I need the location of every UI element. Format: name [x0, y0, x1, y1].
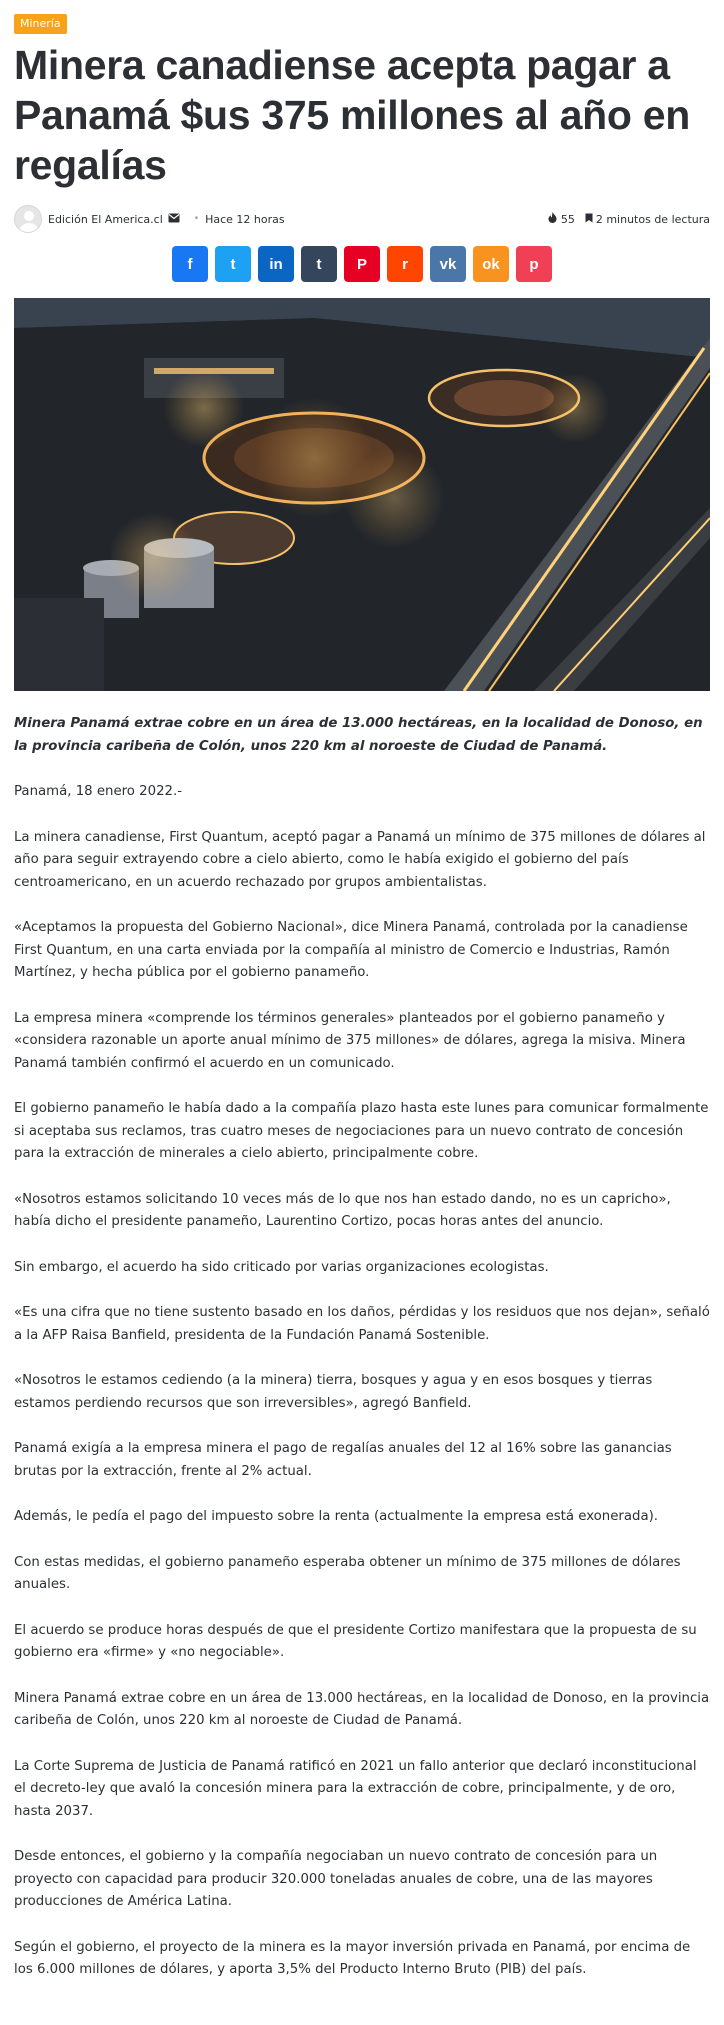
- article-paragraph: El gobierno panameño le había dado a la compañía plazo hasta este lunes para comunicar formalmente si aceptaba sus reclamos, tras cuatro meses de negociaciones para un nuevo contrato de concesión para la extracción de minerales a cielo abierto, principalmente cobre.: [14, 1101, 709, 1161]
- post-stats: [548, 212, 710, 226]
- article-paragraph: El acuerdo se produce horas después de que el presidente Cortizo manifestara que la propuesta de su gobierno era «firme» y «no negociable».: [14, 1622, 697, 1660]
- twitter-icon: t: [230, 255, 236, 273]
- author-link[interactable]: Edición El America.cl: [48, 212, 163, 226]
- article-body: [14, 713, 710, 1982]
- share-twitter-button[interactable]: [215, 246, 251, 282]
- share-tumblr-button[interactable]: [301, 246, 337, 282]
- share-buttons: [14, 246, 710, 282]
- post-meta: [14, 204, 710, 234]
- share-reddit-button[interactable]: [387, 246, 423, 282]
- view-count: 55: [560, 212, 575, 226]
- article-paragraph: «Nosotros estamos solicitando 10 veces más de lo que nos han estado dando, no es un capricho», había dicho el presidente panameño, Laurentino Cortizo, pocas horas antes del anuncio.: [14, 1191, 671, 1229]
- linkedin-icon: in: [269, 255, 283, 273]
- share-pocket-button[interactable]: [516, 246, 552, 282]
- article-paragraph: Según el gobierno, el proyecto de la minera es la mayor inversión privada en Panamá, por encima de los 6.000 millones de dólares, y aporta 3,5% del Producto Interno Bruto (PIB) del país.: [14, 1939, 691, 1977]
- author-meta: [14, 205, 285, 233]
- author-avatar[interactable]: [14, 205, 42, 233]
- flame-icon: [548, 212, 557, 226]
- share-vk-button[interactable]: [430, 246, 466, 282]
- article-paragraph: Panamá exigía a la empresa minera el pago de regalías anuales del 12 al 16% sobre las ganancias brutas por la extracción, frente al 2% actual.: [14, 1441, 672, 1479]
- article-paragraph: Minera Panamá extrae cobre en un área de 13.000 hectáreas, en la localidad de Donoso, en la provincia caribeña de Colón, unos 220 km al noroeste de Ciudad de Panamá.: [14, 1690, 710, 1728]
- featured-image: [14, 298, 710, 691]
- reddit-icon: r: [402, 255, 408, 273]
- article-paragraph: «Es una cifra que no tiene sustento basado en los daños, pérdidas y los residuos que nos dejan», señaló a la AFP Raisa Banfield, presidenta de la Fundación Panamá Sostenible.: [14, 1305, 710, 1343]
- category-badge[interactable]: Minería: [14, 14, 67, 34]
- share-linkedin-button[interactable]: [258, 246, 294, 282]
- article-paragraph: «Aceptamos la propuesta del Gobierno Nacional», dice Minera Panamá, controlada por la canadiense First Quantum, en una carta enviada por la compañía al ministro de Comercio e Industrias, Ramón Martínez, y hecha pública por el gobierno panameño.: [14, 920, 688, 980]
- pocket-icon: p: [529, 255, 539, 273]
- image-caption: Minera Panamá extrae cobre en un área de 13.000 hectáreas, en la localidad de Donoso, en la provincia caribeña de Colón, unos 220 km al noroeste de Ciudad de Panamá.: [14, 716, 703, 754]
- facebook-icon: f: [187, 255, 193, 273]
- article-paragraph: Panamá, 18 enero 2022.-: [14, 784, 183, 799]
- article-paragraph: Sin embargo, el acuerdo ha sido criticado por varias organizaciones ecologistas.: [14, 1259, 549, 1275]
- pinterest-icon: P: [356, 255, 367, 273]
- article-paragraph: La minera canadiense, First Quantum, aceptó pagar a Panamá un mínimo de 375 millones de dólares al año para seguir extrayendo cobre a cielo abierto, como le había exigido el gobierno del país centroamericano, en un acuerdo rechazado por grupos ambientalistas.: [14, 829, 706, 890]
- article-paragraph: «Nosotros le estamos cediendo (a la minera) tierra, bosques y agua y en esos bosques y tierras estamos perdiendo recursos que son irreversibles», agregó Banfield.: [14, 1373, 653, 1411]
- post-date: Hace 12 horas: [205, 212, 285, 226]
- article-paragraph: La empresa minera «comprende los términos generales» planteados por el gobierno panameño y «considera razonable un aporte anual mínimo de 375 millones» de dólares, agrega la misiva. Minera Panamá también confirmó el acuerdo en un comunicado.: [14, 1010, 686, 1071]
- share-pinterest-button[interactable]: [344, 246, 380, 282]
- vk-icon: vk: [439, 255, 457, 273]
- post-title: Minera canadiense acepta pagar a Panamá $us 375 millones al año en regalías: [14, 42, 691, 188]
- odnoklassniki-icon: ok: [482, 255, 500, 273]
- article-paragraph: Con estas medidas, el gobierno panameño esperaba obtener un mínimo de 375 millones de dólares anuales.: [14, 1554, 681, 1592]
- share-odnoklassniki-button[interactable]: [473, 246, 509, 282]
- article-paragraph: Además, le pedía el pago del impuesto sobre la renta (actualmente la empresa está exonerada).: [14, 1509, 659, 1524]
- email-icon[interactable]: [168, 213, 180, 226]
- share-facebook-button[interactable]: [172, 246, 208, 282]
- article-paragraph: Desde entonces, el gobierno y la compañía negociaban un nuevo contrato de concesión para un proyecto con capacidad para producir 320.000 toneladas anuales de cobre, una de las mayores producciones de América Latina.: [14, 1849, 658, 1909]
- meta-separator: •: [193, 214, 200, 224]
- article-paragraph: La Corte Suprema de Justicia de Panamá ratificó en 2021 un fallo anterior que declaró inconstitucional el decreto-ley que avaló la concesión minera para la extracción de cobre, principalmente, y de oro, hasta 2037.: [14, 1758, 697, 1819]
- read-time: 2 minutos de lectura: [595, 212, 710, 226]
- tumblr-icon: t: [316, 255, 322, 273]
- bookmark-icon: [585, 213, 593, 226]
